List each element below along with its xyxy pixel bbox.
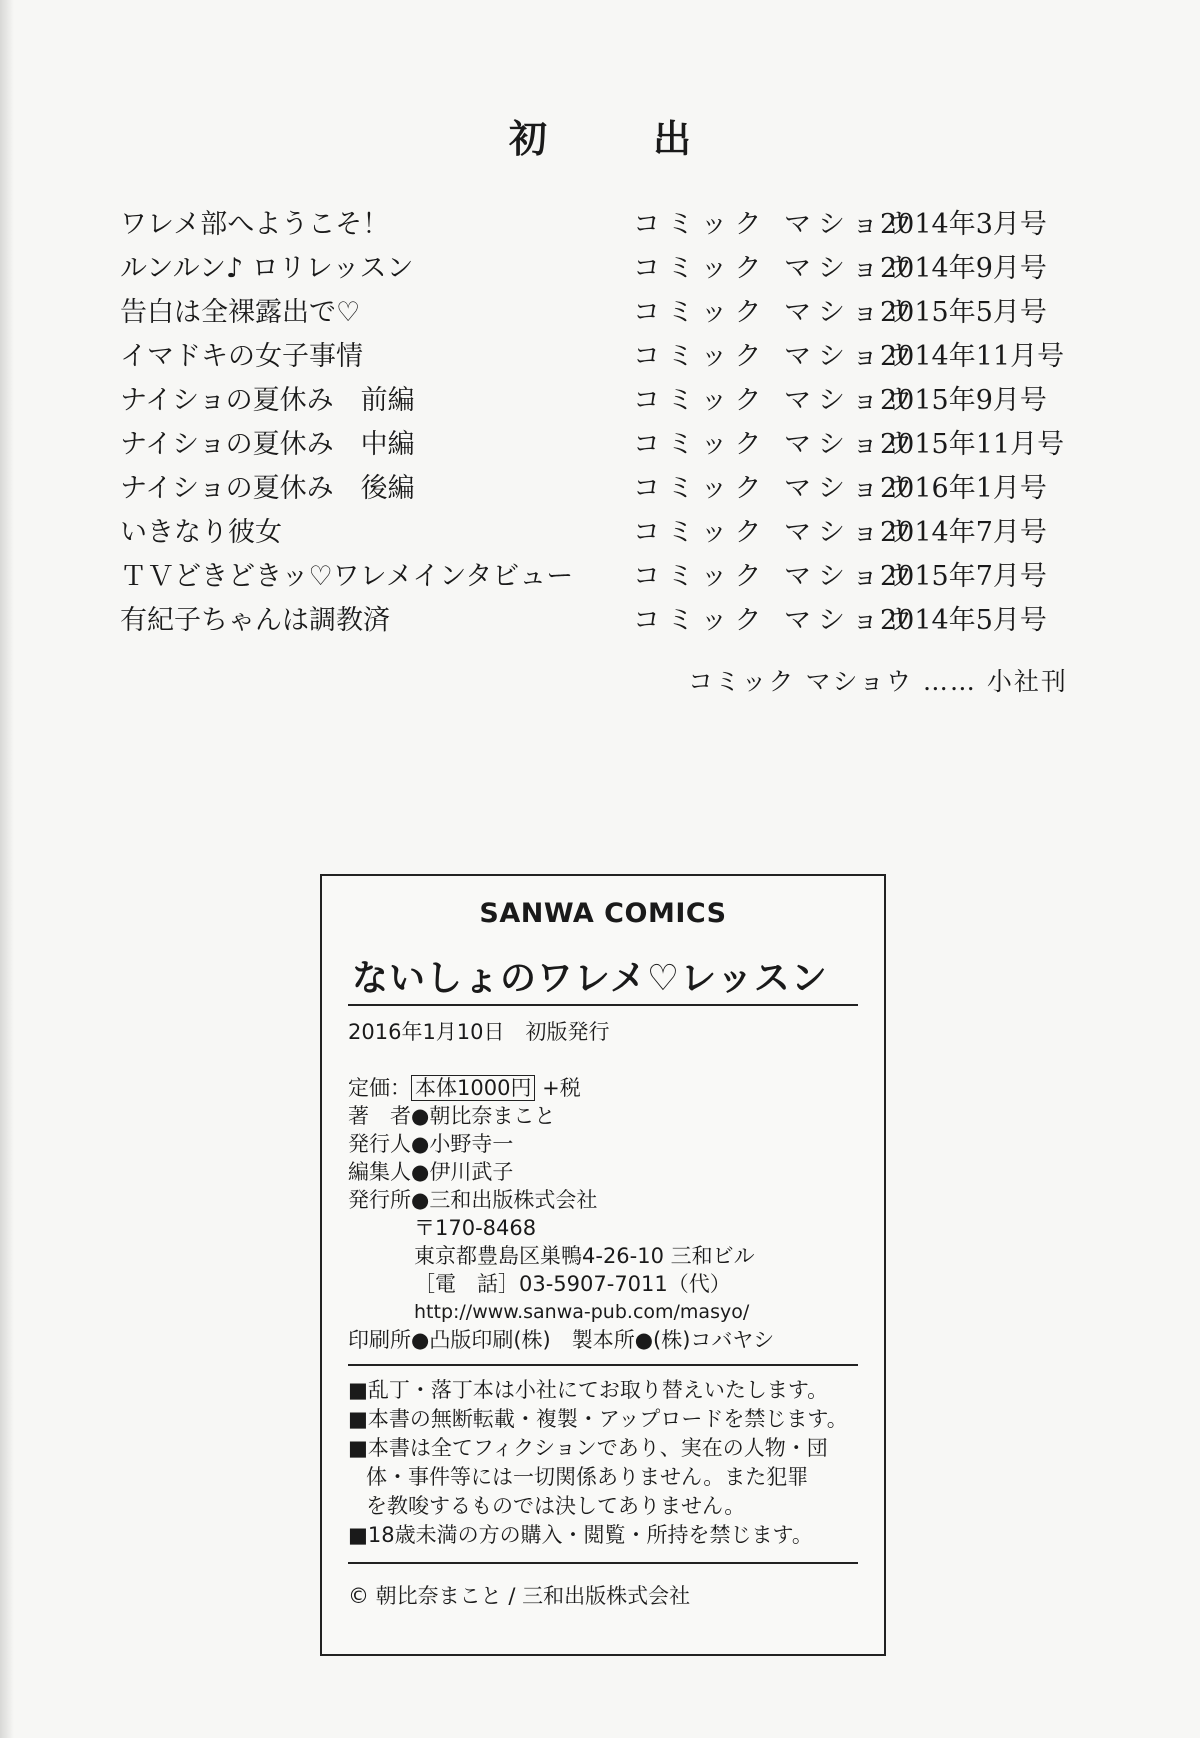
magazine-name: コミック マショウ bbox=[633, 429, 920, 460]
story-title: いきなり彼女 bbox=[120, 517, 282, 548]
magazine-name: コミック マショウ bbox=[633, 209, 920, 240]
magazine-name: コミック マショウ bbox=[633, 253, 920, 284]
first-appearance-list bbox=[120, 203, 1080, 643]
issue-date: 2014年5月号 bbox=[880, 605, 1047, 636]
printer-line: 印刷所●凸版印刷(株) 製本所●(株)コバヤシ bbox=[348, 1328, 775, 1352]
issue-date: 2015年11月号 bbox=[880, 429, 1065, 460]
story-title: 告白は全裸露出で♡ bbox=[120, 297, 361, 328]
address: 東京都豊島区巣鴨4-26-10 三和ビル bbox=[414, 1244, 755, 1268]
issue-date: 2014年11月号 bbox=[880, 341, 1065, 372]
notice-line: ■本書は全てフィクションであり、実在の人物・団 bbox=[348, 1436, 828, 1460]
list-item bbox=[120, 467, 1080, 511]
story-title: ルンルン♪ ロリレッスン bbox=[120, 253, 414, 284]
list-item bbox=[120, 247, 1080, 291]
list-item bbox=[120, 555, 1080, 599]
price-label: 定価： bbox=[348, 1076, 411, 1100]
list-item bbox=[120, 599, 1080, 643]
issue-date: 2015年9月号 bbox=[880, 385, 1047, 416]
notice-line: ■乱丁・落丁本は小社にてお取り替えいたします。 bbox=[348, 1378, 829, 1402]
postal-code: 〒170-8468 bbox=[414, 1216, 537, 1240]
story-title: イマドキの女子事情 bbox=[120, 341, 363, 372]
magazine-name: コミック マショウ bbox=[633, 385, 920, 416]
notice-line: を教唆するものでは決してありません。 bbox=[366, 1494, 746, 1518]
author-line: 著 者●朝比奈まこと bbox=[348, 1104, 556, 1128]
story-title: ナイショの夏休み 前編 bbox=[120, 385, 415, 416]
website-url: http://www.sanwa-pub.com/masyo/ bbox=[414, 1301, 750, 1323]
title-divider bbox=[348, 1004, 858, 1006]
story-title: ワレメ部へようこそ！ bbox=[120, 209, 390, 240]
story-title: ＴＶどきどきッ♡ワレメインタビュー bbox=[120, 561, 574, 592]
book-title: ないしょのワレメ♡レッスン bbox=[352, 957, 828, 999]
list-item bbox=[120, 423, 1080, 467]
issue-date: 2016年1月号 bbox=[880, 473, 1047, 504]
magazine-name: コミック マショウ bbox=[633, 561, 920, 592]
publisher-note: コミック マショウ …… 小社刊 bbox=[688, 667, 1068, 696]
story-title: ナイショの夏休み 中編 bbox=[120, 429, 415, 460]
phone: ［電 話］03-5907-7011（代） bbox=[414, 1272, 731, 1296]
magazine-name: コミック マショウ bbox=[633, 341, 920, 372]
section-divider bbox=[348, 1562, 858, 1564]
list-item bbox=[120, 379, 1080, 423]
page-edge-shadow bbox=[0, 0, 14, 1738]
list-item bbox=[120, 291, 1080, 335]
notice-line: ■本書の無断転載・複製・アップロードを禁じます。 bbox=[348, 1407, 848, 1431]
list-item bbox=[120, 203, 1080, 247]
issuer-line: 発行人●小野寺一 bbox=[348, 1132, 514, 1156]
price-value: 本体1000円 bbox=[411, 1075, 535, 1101]
edition-date: 2016年1月10日 初版発行 bbox=[348, 1020, 610, 1044]
magazine-name: コミック マショウ bbox=[633, 605, 920, 636]
list-item bbox=[120, 511, 1080, 555]
issue-date: 2014年9月号 bbox=[880, 253, 1047, 284]
issue-date: 2015年5月号 bbox=[880, 297, 1047, 328]
copyright: © 朝比奈まこと / 三和出版株式会社 bbox=[348, 1584, 691, 1608]
colophon-box bbox=[320, 874, 886, 1656]
issue-date: 2014年3月号 bbox=[880, 209, 1047, 240]
publisher-line: 発行所●三和出版株式会社 bbox=[348, 1188, 598, 1212]
section-divider bbox=[348, 1364, 858, 1366]
story-title: ナイショの夏休み 後編 bbox=[120, 473, 415, 504]
story-title: 有紀子ちゃんは調教済 bbox=[120, 605, 390, 636]
editor-line: 編集人●伊川武子 bbox=[348, 1160, 514, 1184]
price-line bbox=[348, 1074, 581, 1102]
series-name: SANWA COMICS bbox=[479, 898, 727, 929]
issue-date: 2015年7月号 bbox=[880, 561, 1047, 592]
section-heading: 初 出 bbox=[508, 116, 725, 161]
notice-line: ■18歳未満の方の購入・閲覧・所持を禁じます。 bbox=[348, 1523, 813, 1547]
price-suffix: +税 bbox=[542, 1076, 581, 1100]
issue-date: 2014年7月号 bbox=[880, 517, 1047, 548]
magazine-name: コミック マショウ bbox=[633, 297, 920, 328]
notice-line: 体・事件等には一切関係ありません。また犯罪 bbox=[366, 1465, 809, 1489]
magazine-name: コミック マショウ bbox=[633, 473, 920, 504]
magazine-name: コミック マショウ bbox=[633, 517, 920, 548]
list-item bbox=[120, 335, 1080, 379]
